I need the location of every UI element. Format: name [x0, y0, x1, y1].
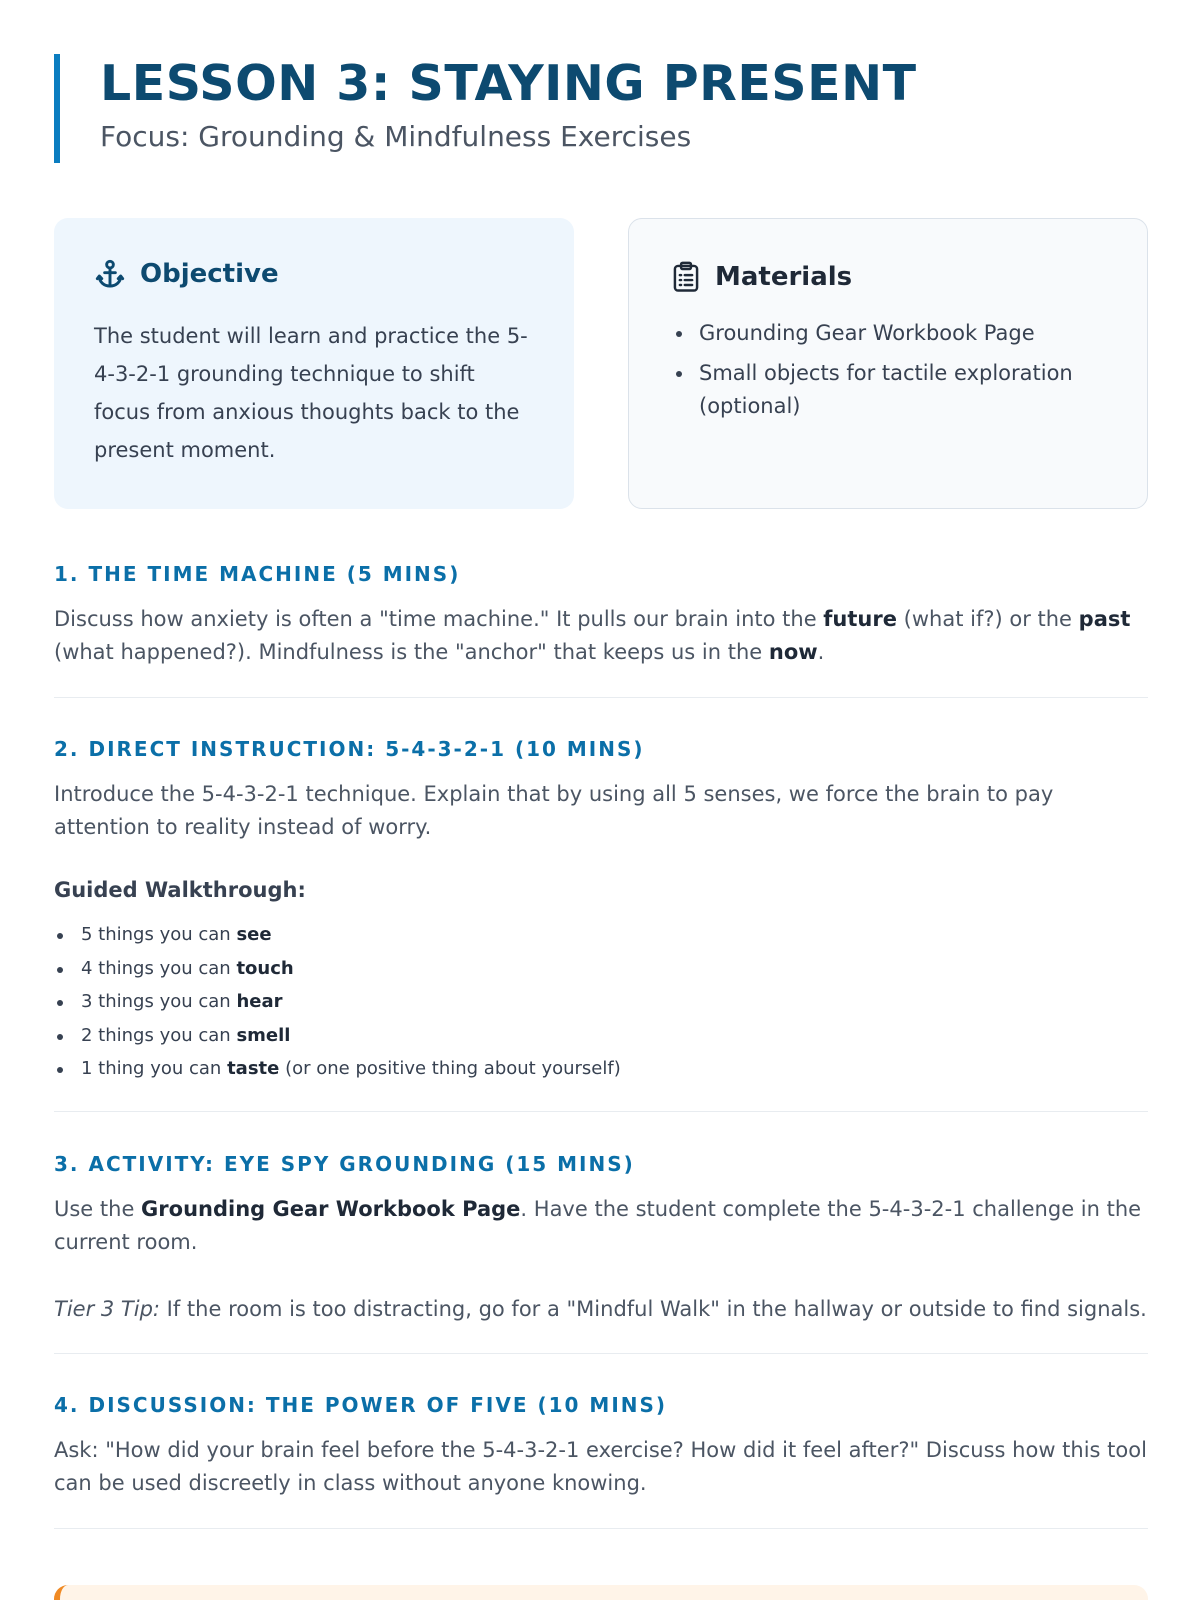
objective-card — [54, 218, 574, 509]
list-item: • Grounding Gear Workbook Page — [695, 317, 1115, 350]
divider — [54, 1353, 1148, 1354]
objective-text: The student will learn and practice the 5-4-3-2-1 grounding technique to shift focus from anxious thoughts back to the present moment. — [94, 324, 528, 462]
materials-heading-label: Materials — [715, 262, 853, 292]
walkthrough-steps — [54, 918, 1148, 1086]
objective-heading — [94, 258, 279, 290]
section-body: Introduce the 5-4-3-2-1 technique. Explain that by using all 5 senses, we force the brain to pay attention to reality instead of worry. — [54, 782, 1054, 839]
list-item: 2 things you can smell — [54, 1019, 1148, 1053]
list-item: 5 things you can see — [54, 918, 1148, 952]
section-title: 3. ACTIVITY: EYE SPY GROUNDING (15 MINS) — [54, 1152, 635, 1176]
section-discussion — [54, 1393, 1148, 1500]
section-activity — [54, 1152, 1148, 1326]
list-item: 1 thing you can taste (or one positive thing about yourself) — [54, 1052, 1148, 1086]
divider — [54, 697, 1148, 698]
section-time-machine — [54, 562, 1148, 669]
section-title: 4. DISCUSSION: THE POWER OF FIVE (10 MINS) — [54, 1393, 668, 1417]
page-title: LESSON 3: STAYING PRESENT — [100, 55, 917, 112]
guided-walkthrough-label: Guided Walkthrough: — [54, 878, 306, 902]
anchor-icon — [94, 258, 126, 290]
section-direct-instruction — [54, 737, 1148, 1086]
section-body: Ask: "How did your brain feel before the 5-4-3-2-1 exercise? How did it feel after?" Discuss how this tool can be used discreetly in class without anyone knowing. — [54, 1438, 1147, 1495]
section-body: Use the Grounding Gear Workbook Page. Have the student complete the 5-4-3-2-1 challenge in the current room. — [54, 1197, 1142, 1254]
lesson-header — [54, 54, 917, 163]
list-item: • Small objects for tactile exploration (optional) — [695, 357, 1115, 423]
section-title: 1. THE TIME MACHINE (5 MINS) — [54, 562, 461, 586]
clipboard-icon — [671, 261, 701, 293]
info-cards — [54, 218, 1148, 509]
section-body: Discuss how anxiety is often a "time machine." It pulls our brain into the future (what if?) or the past (what happened?). Mindfulness is the "anchor" that keeps us in the now. — [54, 607, 1131, 664]
materials-heading — [671, 261, 852, 293]
callout-box — [54, 1585, 1148, 1600]
divider — [54, 1528, 1148, 1529]
section-title: 2. DIRECT INSTRUCTION: 5-4-3-2-1 (10 MINS) — [54, 737, 645, 761]
materials-card — [628, 218, 1148, 509]
divider — [54, 1111, 1148, 1112]
list-item: 4 things you can touch — [54, 952, 1148, 986]
tier-tip: Tier 3 Tip: If the room is too distracting, go for a "Mindful Walk" in the hallway or outside to find signals. — [54, 1297, 1147, 1321]
page-subtitle: Focus: Grounding & Mindfulness Exercises — [100, 120, 692, 153]
objective-heading-label: Objective — [140, 259, 279, 289]
list-item: 3 things you can hear — [54, 985, 1148, 1019]
materials-list — [695, 317, 1115, 430]
